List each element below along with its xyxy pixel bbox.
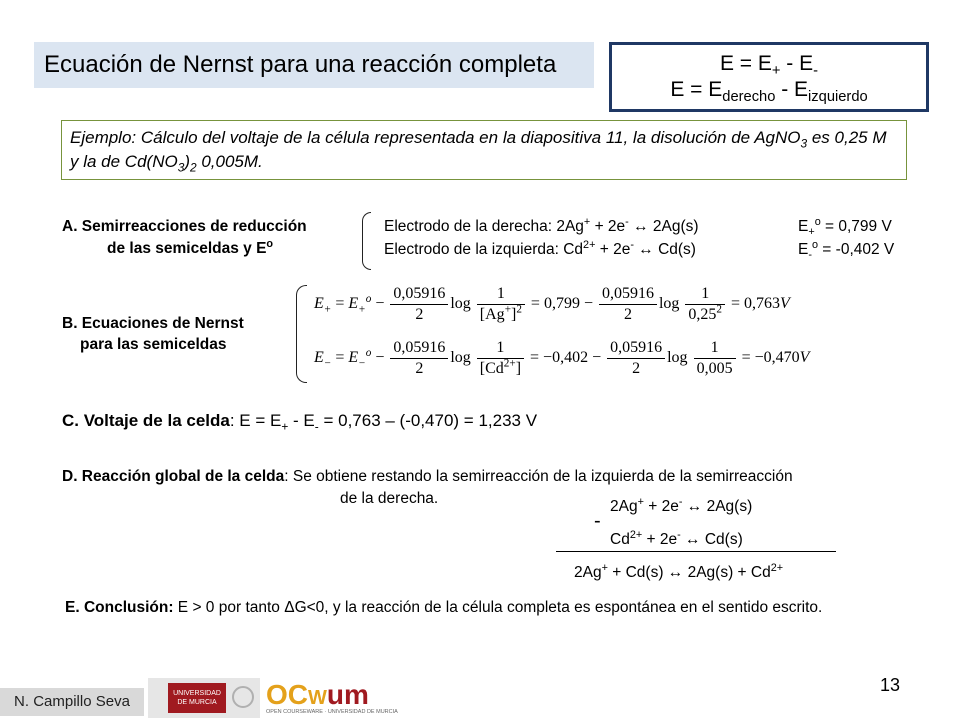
- reaction-sup: 2+: [629, 528, 643, 541]
- author-tab: N. Campillo Seva: [0, 688, 144, 716]
- coef-fraction: [390, 284, 448, 325]
- reaction-text: 2Ag: [574, 564, 602, 581]
- page-number: 13: [880, 675, 901, 695]
- section-c: [62, 411, 538, 434]
- den-text: ]: [515, 360, 522, 377]
- eq-unit: V: [799, 349, 810, 367]
- eq-sup: o: [365, 346, 372, 359]
- value-fraction: [694, 338, 736, 379]
- potential-text: E: [798, 218, 809, 235]
- eq-sup: o: [365, 292, 372, 305]
- formula-line-1: [612, 51, 926, 80]
- fraction-denominator: 2: [415, 306, 424, 323]
- section-d-line2: de la derecha.: [340, 490, 439, 507]
- example-text: Ejemplo: Cálculo del voltaje de la célula representada en la diapositiva 11, la disolución de AgNO: [70, 128, 801, 147]
- seal-icon: [232, 686, 254, 708]
- den-sup: 2+: [503, 357, 516, 370]
- reaction-text: + 2e: [642, 531, 678, 548]
- formula-subscript: -: [813, 63, 819, 80]
- section-a-heading-line1: A. Semirreacciones de reducción: [62, 218, 307, 235]
- left-electrode-reaction: [384, 239, 696, 260]
- subtract-sign: -: [594, 510, 601, 532]
- formula-subscript: derecho: [722, 89, 776, 106]
- eq-result: = 0,763: [731, 295, 781, 313]
- potential-value: = 0,799 V: [820, 218, 892, 235]
- section-a-brace: [362, 212, 371, 270]
- reaction-sup: -: [630, 238, 634, 251]
- reaction-sup: -: [677, 528, 681, 541]
- fraction-denominator: [477, 359, 524, 379]
- fraction-numerator: 0,05916: [390, 284, 448, 305]
- eq-sub: −: [358, 357, 366, 370]
- den-text: ]: [511, 306, 517, 323]
- fraction-numerator: 0,05916: [607, 338, 665, 359]
- reaction-sup: 2+: [770, 561, 784, 574]
- section-d-heading: D. Reacción global de la celda: [62, 468, 285, 485]
- log-operator: log: [658, 295, 680, 313]
- section-c-sub: -: [314, 419, 319, 434]
- den-text: [Cd: [479, 360, 504, 377]
- example-text: es 0,25 M y la de Cd(NO: [70, 128, 887, 171]
- reaction-text: + 2e: [595, 241, 631, 258]
- eq-symbol: E: [314, 295, 324, 313]
- reaction-text: ↔ 2Ag(s): [628, 218, 699, 235]
- reaction-text: Electrodo de la derecha: 2Ag: [384, 218, 584, 235]
- example-text: 0,005M.: [196, 152, 263, 171]
- reaction-sup: +: [601, 561, 608, 574]
- formula-subscript: izquierdo: [808, 89, 868, 106]
- coef-fraction: [390, 338, 448, 379]
- section-b-brace: [296, 285, 307, 383]
- example-text: ): [184, 152, 190, 171]
- fraction-numerator: 1: [694, 338, 736, 359]
- reaction-text: 2Ag: [610, 498, 638, 515]
- right-electrode-potential: [798, 216, 892, 237]
- den-text: 0,25: [688, 306, 717, 323]
- reaction-text: Electrodo de la izquierda: Cd: [384, 241, 584, 258]
- reaction-text: ↔ Cd(s): [680, 531, 743, 548]
- potential-sup: o: [811, 238, 818, 251]
- section-c-text: : E = E: [229, 411, 282, 430]
- formula-text: - E: [775, 78, 809, 101]
- potential-text: E: [798, 241, 809, 258]
- coef-fraction: [607, 338, 665, 379]
- section-a-heading-sup: o: [266, 237, 274, 250]
- section-e-heading: E. Conclusión:: [65, 599, 174, 616]
- reaction-sup: 2+: [583, 238, 596, 251]
- reaction-sup: +: [583, 215, 591, 228]
- fraction-numerator: 0,05916: [599, 284, 657, 305]
- global-reaction-left: [610, 529, 743, 550]
- fraction-numerator: 1: [477, 338, 524, 359]
- section-c-text: = 0,763 – (-0,470) = 1,233 V: [318, 411, 538, 430]
- formula-line-2: [612, 77, 926, 106]
- fraction-denominator: [477, 305, 525, 325]
- eq-symbol: E: [348, 349, 359, 367]
- value-fraction: [685, 284, 725, 325]
- eq-sub: +: [323, 303, 332, 316]
- formula-subscript: +: [771, 63, 781, 80]
- formula-text: - E: [780, 52, 814, 75]
- formula-text: E = E: [719, 52, 772, 75]
- reaction-sup: +: [637, 495, 644, 508]
- reaction-sup: -: [625, 215, 629, 228]
- section-c-sub: +: [281, 419, 289, 434]
- ocw-logo-text: OC: [266, 679, 308, 710]
- formula-box: [609, 42, 929, 112]
- section-a-heading-text: de las semiceldas y E: [107, 240, 267, 257]
- um-logo-text: um: [326, 679, 369, 710]
- section-c-heading: C. Voltaje de la celda: [62, 411, 230, 430]
- section-e-text: E > 0 por tanto ΔG<0, y la reacción de la célula completa es espontánea en el sentido escrito.: [173, 599, 823, 616]
- university-logo: UNIVERSIDAD DE MURCIA: [168, 683, 226, 713]
- section-e: [65, 597, 935, 618]
- nernst-equation-right: $E_+ = E_+^o$ − $\frac{0,05916}{2}$ log $\frac{1}{[Ag^+]^2}$ = 0,799 − $\frac{0,05916}{2}$ log $\frac{1}{0,25^2}$ = 0,763V: [314, 285, 790, 323]
- section-b-heading-line1: B. Ecuaciones de Nernst: [62, 315, 244, 332]
- log-operator: log: [450, 349, 471, 367]
- section-d-text: : Se obtiene restando la semirreacción de la izquierda de la semirreacción: [284, 468, 793, 485]
- eq-value: = −0,402 −: [530, 349, 602, 367]
- fraction-denominator: 2: [415, 360, 424, 377]
- potential-sub: -: [808, 249, 812, 262]
- fraction-numerator: 0,05916: [390, 338, 448, 359]
- potential-sub: +: [808, 226, 815, 239]
- den-sup: +: [504, 303, 511, 316]
- ocw-logo-caption: OPEN COURSEWARE · UNIVERSIDAD DE MURCIA: [266, 709, 398, 715]
- sum-line: [556, 551, 836, 552]
- reaction-text: + Cd(s) ↔ 2Ag(s) + Cd: [607, 564, 771, 581]
- slide-title: Ecuación de Nernst para una reacción completa: [34, 42, 594, 88]
- fraction-numerator: 1: [685, 284, 725, 305]
- fraction-denominator: 2: [623, 306, 632, 323]
- eq-sub: −: [323, 357, 332, 370]
- potential-value: = -0,402 V: [818, 241, 895, 258]
- fraction-numerator: 1: [477, 284, 525, 305]
- eq-result: = −0,470: [741, 349, 800, 367]
- log-operator: log: [450, 295, 471, 313]
- nernst-equation-left: $E_- = E_-^o$ − $\frac{0,05916}{2}$ log $\frac{1}{[Cd^{2+}]}$ = −0,402 − $\frac{0,05916}{2}$ log $\frac{1}{0,005}$ = −0,470V: [314, 339, 810, 377]
- den-sup: 2: [716, 303, 723, 316]
- section-b-heading-line2: para las semiceldas: [80, 336, 227, 353]
- fraction-denominator: [685, 305, 725, 325]
- global-reaction-right: [610, 496, 752, 517]
- eq-value: = 0,799 −: [530, 295, 593, 313]
- concentration-fraction: [477, 284, 525, 325]
- global-reaction-result: [574, 562, 783, 583]
- ocw-logo-text: W: [308, 687, 327, 709]
- section-d-line1: [62, 466, 793, 487]
- log-operator: log: [667, 349, 688, 367]
- fraction-denominator: 0,005: [696, 360, 733, 377]
- reaction-text: ↔ 2Ag(s): [682, 498, 753, 515]
- den-text: [Ag: [479, 306, 505, 323]
- eq-unit: V: [780, 295, 790, 313]
- potential-sup: o: [814, 215, 821, 228]
- reaction-text: + 2e: [643, 498, 679, 515]
- den-sup: 2: [516, 303, 522, 316]
- eq-symbol: E: [314, 349, 324, 367]
- reaction-text: Cd: [610, 531, 630, 548]
- section-a-heading-line2: [107, 238, 273, 259]
- example-subscript: 2: [190, 160, 197, 175]
- right-electrode-reaction: [384, 216, 699, 237]
- fraction-denominator: 2: [632, 360, 641, 377]
- example-box: [61, 120, 907, 180]
- concentration-fraction: [477, 338, 524, 379]
- coef-fraction: [599, 284, 657, 325]
- eq-sub: +: [358, 303, 366, 316]
- example-subscript: 3: [177, 160, 185, 175]
- formula-text: E = E: [670, 78, 723, 101]
- reaction-text: + 2e: [590, 218, 626, 235]
- reaction-text: ↔ Cd(s): [633, 241, 696, 258]
- left-electrode-potential: [798, 239, 894, 260]
- reaction-sup: -: [678, 495, 683, 508]
- eq-symbol: E: [348, 295, 359, 313]
- section-c-text: - E: [288, 411, 315, 430]
- example-subscript: 3: [800, 136, 808, 151]
